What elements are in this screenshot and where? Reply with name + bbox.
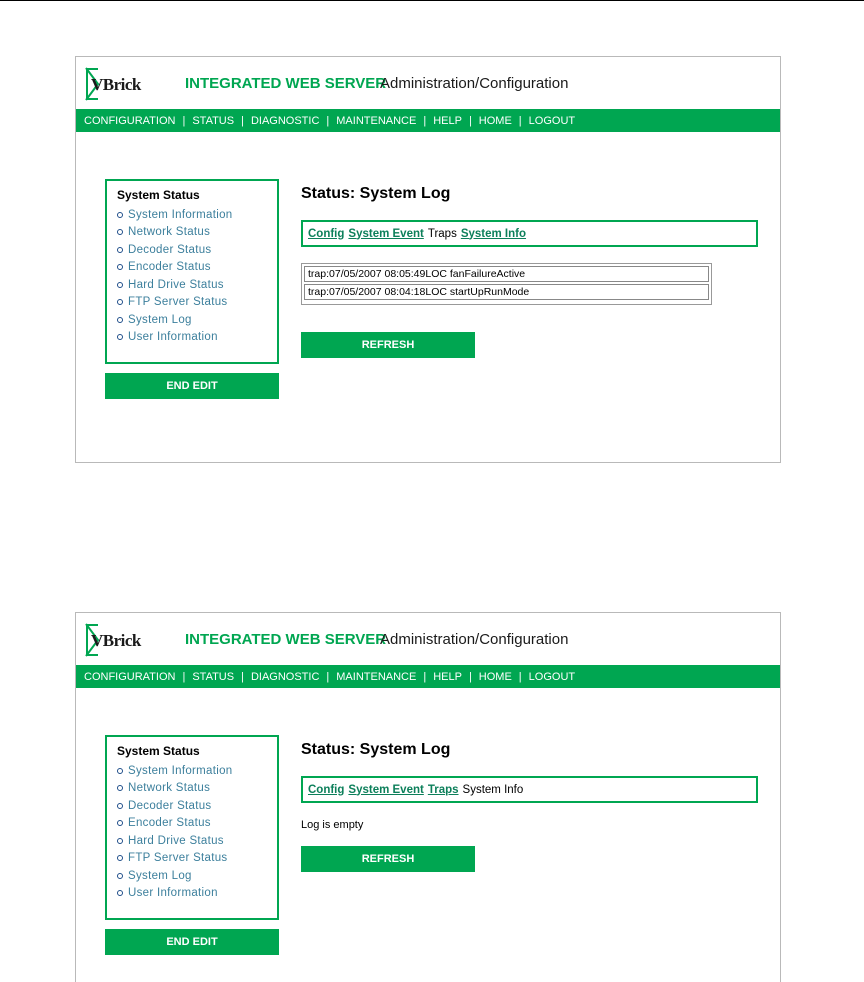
- bullet-icon: [117, 264, 123, 270]
- page-title: Status: System Log: [301, 185, 451, 202]
- nav-status[interactable]: STATUS: [192, 114, 235, 127]
- screenshot-panel-1: [75, 56, 781, 463]
- bullet-icon: [117, 838, 123, 844]
- bullet-icon: [117, 247, 123, 253]
- sidebar-item-user-information[interactable]: [117, 329, 277, 347]
- nav-separator: |: [326, 114, 330, 127]
- bullet-icon: [117, 855, 123, 861]
- sidebar-item-decoder-status[interactable]: [117, 241, 277, 259]
- sidebar-item-label: Decoder Status: [128, 243, 212, 256]
- bullet-icon: [117, 212, 123, 218]
- main-nav: [76, 665, 780, 688]
- nav-separator: |: [241, 114, 244, 127]
- sidebar-item-user-information[interactable]: [117, 885, 277, 903]
- sidebar-item-label: System Information: [128, 764, 233, 777]
- nav-home[interactable]: HOME: [478, 670, 512, 683]
- sidebar-system-status: [105, 735, 279, 920]
- logo-text: VBrick: [91, 631, 141, 650]
- sidebar-title: System Status: [117, 744, 200, 758]
- bullet-icon: [117, 282, 123, 288]
- sidebar-item-ftp-server-status[interactable]: [117, 850, 277, 868]
- sidebar-item-label: System Log: [128, 869, 192, 882]
- log-entry: trap:07/05/2007 08:04:18LOC startUpRunMode: [304, 284, 709, 300]
- page-title: Status: System Log: [301, 741, 451, 758]
- end-edit-button[interactable]: END EDIT: [105, 373, 279, 399]
- tab-system-event[interactable]: System Event: [348, 783, 424, 796]
- nav-help[interactable]: HELP: [433, 114, 462, 127]
- page-top-rule: [0, 0, 864, 1]
- bullet-icon: [117, 785, 123, 791]
- sidebar-item-label: Encoder Status: [128, 817, 211, 830]
- refresh-button[interactable]: REFRESH: [301, 332, 475, 358]
- log-entry: trap:07/05/2007 08:05:49LOC fanFailureActive: [304, 266, 709, 282]
- main-nav: [76, 109, 780, 132]
- bullet-icon: [117, 768, 123, 774]
- sidebar-item-label: Encoder Status: [128, 261, 211, 274]
- app-title: INTEGRATED WEB SERVER: [185, 631, 387, 648]
- nav-diagnostic[interactable]: DIAGNOSTIC: [250, 670, 320, 683]
- sidebar-item-system-log[interactable]: [117, 311, 277, 329]
- bullet-icon: [117, 890, 123, 896]
- nav-status[interactable]: STATUS: [192, 670, 235, 683]
- log-tabs: [301, 776, 758, 803]
- nav-separator: |: [182, 670, 186, 683]
- logo-text: VBrick: [91, 75, 141, 94]
- sidebar-item-label: Network Status: [128, 782, 211, 795]
- tab-system-info[interactable]: System Info: [460, 227, 527, 240]
- nav-separator: |: [518, 670, 522, 683]
- nav-help[interactable]: HELP: [433, 670, 462, 683]
- refresh-button[interactable]: REFRESH: [301, 846, 475, 872]
- nav-separator: |: [423, 114, 427, 127]
- tab-traps[interactable]: Traps: [427, 783, 459, 796]
- nav-separator: |: [468, 670, 472, 683]
- sidebar-item-label: System Information: [128, 208, 233, 221]
- tab-system-info: System Info: [462, 783, 524, 796]
- log-tabs: [301, 220, 758, 247]
- nav-configuration[interactable]: CONFIGURATION: [84, 114, 176, 127]
- tab-traps: Traps: [427, 227, 457, 240]
- screenshot-panel-2: [75, 612, 781, 982]
- bullet-icon: [117, 803, 123, 809]
- sidebar-item-hard-drive-status[interactable]: [117, 276, 277, 294]
- app-subtitle: Administration/Configuration: [380, 631, 569, 648]
- bullet-icon: [117, 317, 123, 323]
- sidebar-item-decoder-status[interactable]: [117, 797, 277, 815]
- nav-separator: |: [518, 114, 522, 127]
- sidebar-item-label: Hard Drive Status: [128, 278, 224, 291]
- vbrick-logo: [84, 66, 141, 102]
- sidebar-item-label: Decoder Status: [128, 799, 212, 812]
- tab-config[interactable]: Config: [308, 227, 345, 240]
- vbrick-logo: [84, 622, 141, 658]
- end-edit-button[interactable]: END EDIT: [105, 929, 279, 955]
- nav-logout[interactable]: LOGOUT: [528, 670, 576, 683]
- sidebar-item-system-information[interactable]: [117, 206, 277, 224]
- nav-configuration[interactable]: CONFIGURATION: [84, 670, 176, 683]
- sidebar-item-network-status[interactable]: [117, 224, 277, 242]
- nav-logout[interactable]: LOGOUT: [528, 114, 576, 127]
- nav-separator: |: [326, 670, 330, 683]
- sidebar-item-system-information[interactable]: [117, 762, 277, 780]
- bullet-icon: [117, 299, 123, 305]
- sidebar-item-label: User Information: [128, 887, 218, 900]
- sidebar-item-label: FTP Server Status: [128, 852, 228, 865]
- sidebar-item-network-status[interactable]: [117, 780, 277, 798]
- sidebar-title: System Status: [117, 188, 200, 202]
- nav-maintenance[interactable]: MAINTENANCE: [336, 114, 417, 127]
- app-title: INTEGRATED WEB SERVER: [185, 75, 387, 92]
- bullet-icon: [117, 873, 123, 879]
- nav-separator: |: [468, 114, 472, 127]
- nav-separator: |: [423, 670, 427, 683]
- nav-diagnostic[interactable]: DIAGNOSTIC: [250, 114, 320, 127]
- sidebar-item-system-log[interactable]: [117, 867, 277, 885]
- tab-config[interactable]: Config: [308, 783, 345, 796]
- nav-home[interactable]: HOME: [478, 114, 512, 127]
- sidebar-item-label: Network Status: [128, 226, 211, 239]
- bullet-icon: [117, 334, 123, 340]
- sidebar-item-label: User Information: [128, 331, 218, 344]
- log-empty-message: Log is empty: [301, 819, 364, 831]
- app-subtitle: Administration/Configuration: [380, 75, 569, 92]
- nav-maintenance[interactable]: MAINTENANCE: [336, 670, 417, 683]
- bullet-icon: [117, 820, 123, 826]
- sidebar-item-hard-drive-status[interactable]: [117, 832, 277, 850]
- nav-separator: |: [182, 114, 186, 127]
- sidebar-item-label: FTP Server Status: [128, 296, 228, 309]
- sidebar-item-encoder-status[interactable]: [117, 815, 277, 833]
- sidebar-item-label: System Log: [128, 313, 192, 326]
- sidebar-item-encoder-status[interactable]: [117, 259, 277, 277]
- nav-separator: |: [241, 670, 244, 683]
- tab-system-event[interactable]: System Event: [348, 227, 424, 240]
- sidebar-system-status: [105, 179, 279, 364]
- sidebar-item-ftp-server-status[interactable]: [117, 294, 277, 312]
- sidebar-item-label: Hard Drive Status: [128, 834, 224, 847]
- bullet-icon: [117, 229, 123, 235]
- log-list: [301, 263, 712, 305]
